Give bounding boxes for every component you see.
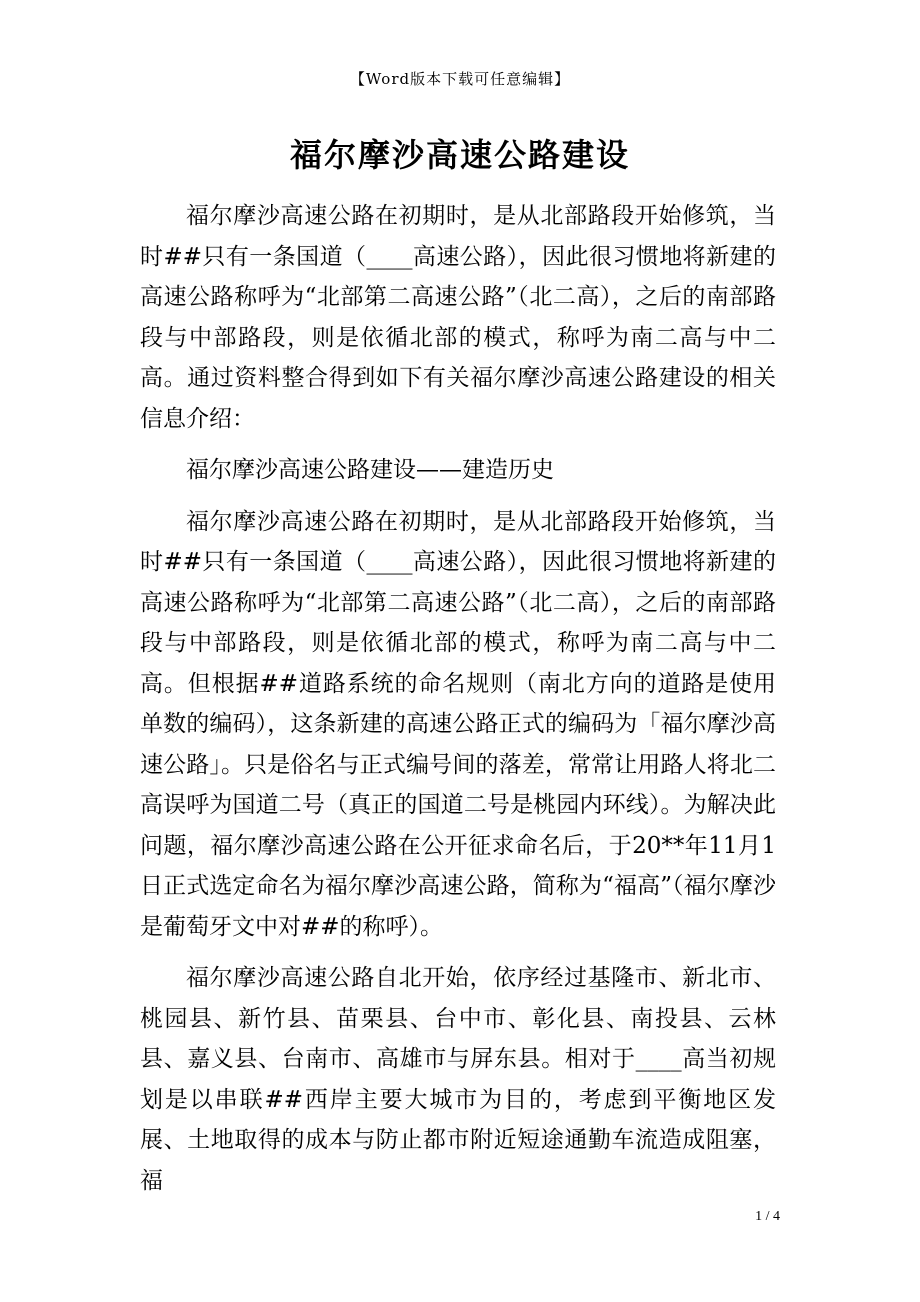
history-paragraph: 福尔摩沙高速公路在初期时，是从北部路段开始修筑，当时##只有一条国道（____高速公路），因此很习惯地将新建的高速公路称呼为“北部第二高速公路”（北二高），之后的南部路段与中部路段，则是依循北部的模式，称呼为南二高与中二高。但根据##道路系统的命名规则（南北方向的道路是使用单数的编码），这条新建的高速公路正式的编码为「福尔摩沙高速公路」。只是俗名与正式编号间的落差，常常让用路人将北二高误呼为国道二号（真正的国道二号是桃园内环线）。为解决此问题，福尔摩沙高速公路在公开征求命名后，于20**年11月1日正式选定命名为福尔摩沙高速公路，简称为“福高”（福尔摩沙是葡萄牙文中对##的称呼）。	[140, 508, 776, 940]
section-heading: 福尔摩沙高速公路建设——建造历史	[186, 457, 554, 483]
document-body	[140, 196, 776, 1201]
document-title: 福尔摩沙高速公路建设	[289, 136, 630, 174]
page-number: 1 / 4	[755, 1209, 780, 1224]
intro-paragraph: 福尔摩沙高速公路在初期时，是从北部路段开始修筑，当时##只有一条国道（____高速公路），因此很习惯地将新建的高速公路称呼为“北部第二高速公路”（北二高），之后的南部路段与中部路段，则是依循北部的模式，称呼为南二高与中二高。通过资料整合得到如下有关福尔摩沙高速公路建设的相关信息介绍：	[140, 203, 776, 432]
route-paragraph: 福尔摩沙高速公路自北开始，依序经过基隆市、新北市、桃园县、新竹县、苗栗县、台中市、彰化县、南投县、云林县、嘉义县、台南市、高雄市与屏东县。相对于____高当初规划是以串联##西岸主要大城市为目的，考虑到平衡地区发展、土地取得的成本与防止都市附近短途通勤车流造成阻塞，福	[140, 965, 776, 1194]
download-header: 【Word版本下载可任意编辑】	[349, 70, 571, 88]
